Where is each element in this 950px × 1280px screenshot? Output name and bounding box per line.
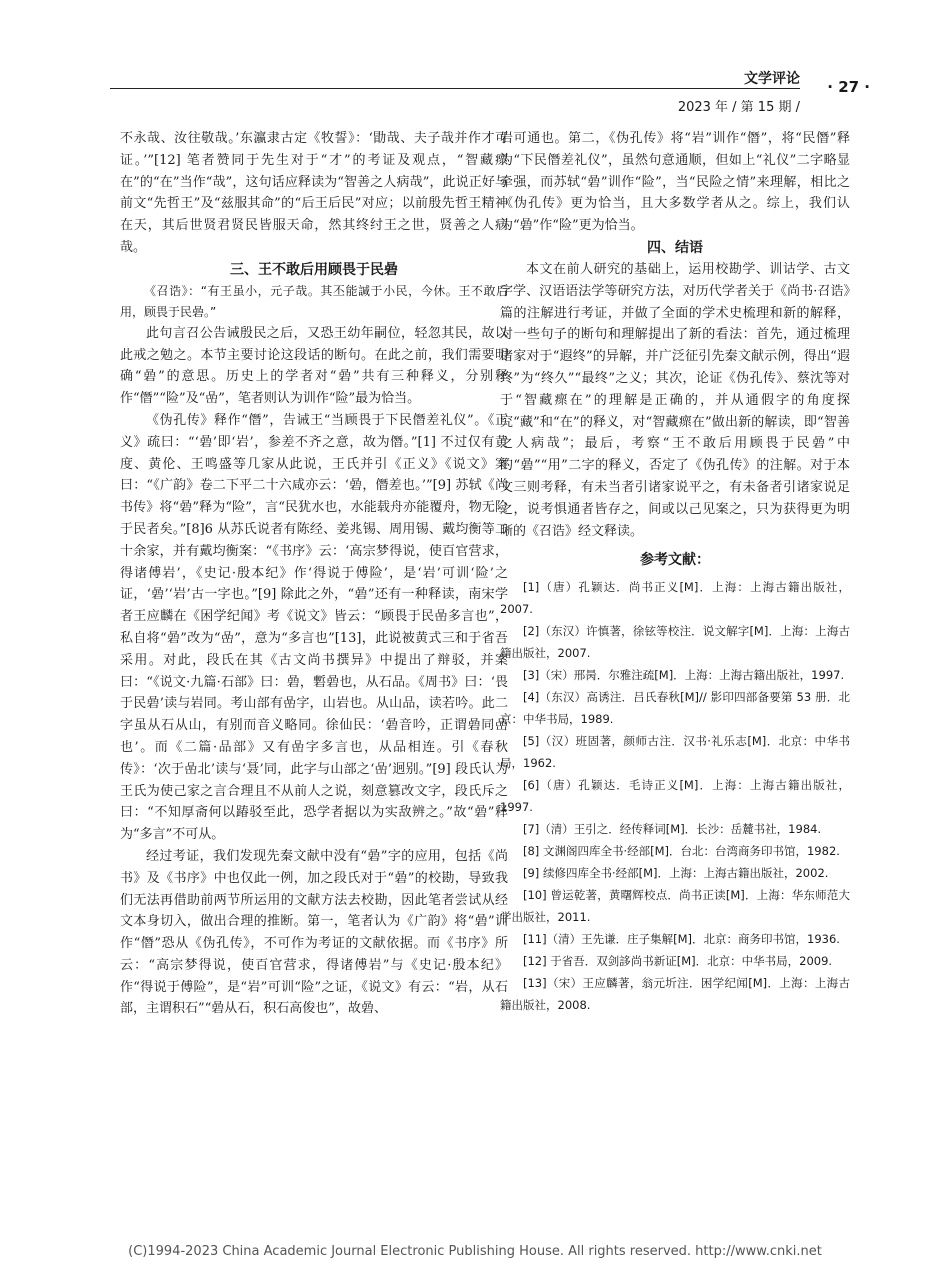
issue-label: 2023 年 / 第 15 期 / bbox=[677, 100, 800, 115]
paragraph: 此句言召公告诫殷民之后，又恐王幼年嗣位，轻忽其民，故以此戒之勉之。本节主要讨论这段话的断句。在此之前，我们需要明确“碞”的意思。历史上的学者对“碞”共有三种释义，分别释作“僭”“险”及“嵒”，笔者则认为训作“险”最为恰当。 bbox=[120, 325, 508, 407]
reference-item: [7]（清）王引之．经传释词[M]．长沙：岳麓书社，1984. bbox=[523, 822, 822, 837]
journal-name: 文学评论 bbox=[744, 71, 800, 87]
left-column bbox=[120, 128, 508, 1020]
paragraph: 《伪孔传》释作“僭”，告诫王“当顾畏于下民僭差礼仪”。《正义》疏曰：“‘碞’即‘岩’，参差不齐之意，故为僭。”[1] 不过仅有黄度、黄伦、王鸣盛等几家从此说，王氏并引《正义》《说文》案曰：“《广韵》卷二下平二十六咸亦云：‘碞，僭差也。’”[9] 苏轼《尚书传》将“碞”释为“险”，言“民犹水也，水能载舟亦能覆舟，物无险于民者矣。”[8]6 从苏氏说者有陈经、姜兆锡、周用锡、戴均衡等二十余家，并有戴均衡案：“《书序》云：‘高宗梦得说，使百官营求，得诸傅岩’，《史记·殷本纪》作‘得说于傅险’，是‘岩’可训‘险’之证，‘碞’‘岩’古一字也。”[9] 除此之外，“碞”还有一种释读，南宋学者王应麟在《困学纪闻》考《说文》皆云：“顾畏于民嵒多言也”，私自将“碞”改为“嵒”，意为“多言也”[13]，此说被黄式三和于省吾采用。对此，段氏在其《古文尚书撰异》中提出了辩驳，并案曰：“《说文·九篇·石部》曰：碞，磛碞也，从石品。《周书》曰：‘畏于民碞’读与岩同。考山部有嵒字，山岩也。从山品，读若吟。此二字虽从石从山，有别而音义略同。徐仙民：‘碞音吟，正谓碞同嵒也’。而《二篇·品部》又有嵒字多言也，从品相连。引《春秋传》：‘次于嵒北’读与‘聂’同，此字与山部之‘嵒’迥别。”[9] 段氏认为王氏为使己家之言合理且不从前人之说，刻意篡改文字，段氏斥之曰：“不知厚斋何以踳驳至此，恐学者据以为实敌辨之。”故“碞”释为“多言”不可从。 bbox=[120, 412, 508, 843]
block-quote: 《召诰》：“有王虽小，元子哉。其丕能諴于小民，今休。王不敢后用，顾畏于民碞。” bbox=[120, 283, 508, 319]
paragraph: 经过考证，我们发现先秦文献中没有“碞”字的应用，包括《尚书》及《书序》中也仅此一例，加之段氏对于“碞”的校勘，导致我们无法再借助前两节所运用的文献方法去校勘，因此笔者尝试从经文本身切入，做出合理的推断。第一，笔者认为《广韵》将“碞”训作“僭”恐从《伪孔传》，不可作为考证的文献依据。而《书序》所云：“高宗梦得说，使百官营求，得诸傅岩”与《史记·殷本纪》作“得说于傅险”，是“岩”可训“险”之证，《说文》有云：“岩，从石部，主谓积石”“碞从石，积石高俊也”，故碞、 bbox=[120, 848, 508, 1017]
reference-item: [6]（唐）孔颖达．毛诗正义[M]．上海：上海古籍出版社，1997. bbox=[500, 778, 850, 815]
references-heading: 参考文献： bbox=[640, 552, 710, 569]
reference-item: [2]（东汉）许慎著，徐铉等校注．说文解字[M]．上海：上海古籍出版社，2007. bbox=[500, 624, 850, 661]
copyright-footer: (C)1994-2023 China Academic Journal Electronic Publishing House. All rights reserved. http://www.cnki.net bbox=[128, 1244, 822, 1259]
header-rule bbox=[110, 88, 800, 89]
page-number: · 27 · bbox=[827, 78, 870, 96]
reference-item: [12] 于省吾．双剑誃尚书新证[M]．北京：中华书局，2009. bbox=[523, 954, 833, 969]
section-heading: 四、结语 bbox=[647, 239, 703, 256]
reference-item: [8] 文渊阁四库全书·经部[M]．台北：台湾商务印书馆，1982. bbox=[523, 844, 840, 859]
running-header bbox=[110, 60, 870, 120]
reference-list bbox=[500, 576, 850, 1016]
right-column bbox=[500, 128, 850, 1016]
paragraph: 不永哉、汝往敬哉。’东瀛隶古定《牧誓》：‘勖哉、夫子哉并作才可证。’”[12] 笔者赞同于先生对于“才”的考证及观点，“智藏瘝在”的“在”当作“哉”，这句话应释读为“智善之人病哉”，此说正好与前文“先哲王”及“兹服其命”的“后王后民”对应；以前殷先哲王精神在天，其后世贤君贤民皆服天命，然其终纣王之世，贤善之人病哉。 bbox=[120, 131, 508, 255]
reference-item: [3]（宋）邢昺．尔雅注疏[M]．上海：上海古籍出版社，1997. bbox=[523, 668, 845, 683]
reference-item: [11]（清）王先谦．庄子集解[M]．北京：商务印书馆，1936. bbox=[523, 932, 840, 947]
reference-item: [9] 续修四库全书·经部[M]．上海：上海古籍出版社，2002. bbox=[523, 866, 829, 881]
reference-item: [4]（东汉）高诱注．吕氏春秋[M]// 影印四部备要第 53 册．北京：中华书局，1989. bbox=[500, 690, 850, 727]
paragraph: 岩可通也。第二，《伪孔传》将“岩”训作“僭”，将“民僭”释为“下民僭差礼仪”，虽然句意通顺，但如上“礼仪”二字略显牵强，而苏轼“碞”训作“险”，当“民险之情”来理解，相比之《伪孔传》更为恰当，且大多数学者从之。综上，我们认为“碞”作“险”更为恰当。 bbox=[500, 131, 850, 234]
reference-item: [10] 曾运乾著，黄曙辉校点．尚书正读[M]．上海：华东师范大学出版社，2011. bbox=[500, 888, 850, 925]
reference-item: [13]（宋）王应麟著，翁元圻注．困学纪闻[M]．上海：上海古籍出版社，2008. bbox=[500, 976, 850, 1013]
reference-item: [5]（汉）班固著，颜师古注．汉书·礼乐志[M]．北京：中华书局，1962. bbox=[500, 734, 850, 771]
paragraph: 本文在前人研究的基础上，运用校勘学、训诂学、古文字学、汉语语法学等研究方法，对历代学者关于《尚书·召诰》篇的注解进行考证，并做了全面的学术史梳理和新的解释，对一些句子的断句和理解提出了新的看法：首先，通过梳理诸家对于“遐终”的异解，并广泛征引先秦文献示例，得出“遐终”为“终久”“最终”之义；其次，论证《伪孔传》、蔡沈等对于“智藏瘝在”的理解是正确的，并从通假字的角度探究“藏”和“在”的释义，对“智藏瘝在”做出新的解读，即“智善之人病哉”；最后，考察“王不敢后用顾畏于民碞”中的“碞”“用”二字的释义，否定了《伪孔传》的注解。对于本文三则考释，有未当者引诸家说平之，有未备者引诸家说足之，说考惧通者皆存之，间或以己见案之，只为获得更为明晰的《召诰》经文释读。 bbox=[500, 261, 850, 539]
section-heading: 三、王不敢后用顾畏于民碞 bbox=[230, 261, 398, 278]
reference-item: [1]（唐）孔颖达．尚书正义[M]．上海：上海古籍出版社，2007. bbox=[500, 580, 850, 617]
